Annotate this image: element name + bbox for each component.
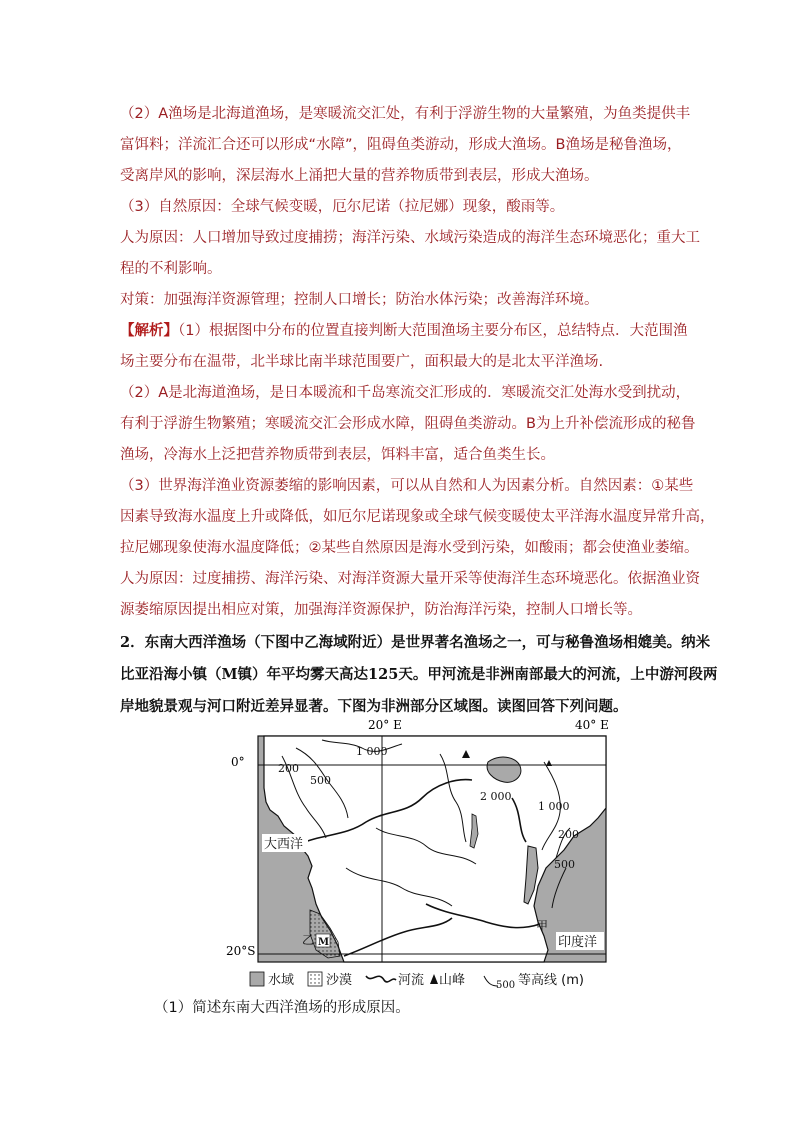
analysis-block (120, 316, 715, 626)
answer-line: 受离岸风的影响，深层海水上涌把大量的营养物质带到表层，形成大渔场。 (120, 168, 599, 184)
legend-desert: 沙漠 (326, 973, 353, 988)
contour-label-200: 200 (278, 762, 299, 775)
answer-block (120, 99, 700, 316)
lat-20s-label: 20°S (226, 944, 256, 958)
analysis-line: 有利于浮游生物繁殖；寒暖流交汇会形成水障，阻碍鱼类游动。B为上升补偿流形成的秘鲁 (120, 416, 696, 432)
legend-water-swatch (250, 972, 264, 986)
lon-40e-label: 40° E (575, 718, 609, 732)
legend-peak-icon (430, 974, 438, 984)
contour-label-1000: 1 000 (356, 745, 388, 758)
contour-label-200-east: 200 (558, 828, 579, 841)
africa-region-map (226, 718, 626, 993)
atlantic-label: 大西洋 (264, 837, 304, 852)
question-line: 2．东南大西洋渔场（下图中乙海域附近）是世界著名渔场之一，可与秘鲁渔场相媲美。纳米 (120, 634, 711, 651)
analysis-line: 场主要分布在温带，北半球比南半球范围要广，面积最大的是北太平洋渔场. (120, 354, 604, 370)
legend-contour-value: 500 (496, 980, 516, 991)
analysis-line: 因素导致海水温度上升或降低，如厄尔尼诺现象或全球气候变暖使太平洋海水温度异常升高， (120, 509, 715, 525)
legend-water: 水域 (268, 973, 295, 988)
analysis-tag: 【解析】 (120, 323, 178, 339)
contour-label-500: 500 (310, 774, 331, 787)
contour-label-500-east: 500 (554, 858, 575, 871)
lat-0-label: 0° (231, 755, 245, 769)
answer-line: 程的不利影响。 (120, 261, 222, 277)
m-town-label: M (318, 937, 330, 948)
analysis-line: （3）世界海洋渔业资源萎缩的影响因素，可以从自然和人为因素分析。自然因素：①某些 (120, 478, 694, 494)
analysis-first-line (120, 316, 688, 347)
contour-label-2000: 2 000 (480, 790, 512, 803)
legend-contour: 等高线 (m) (518, 973, 584, 988)
analysis-first-text: （1）根据图中分布的位置直接判断大范围渔场主要分布区，总结特点．大范围渔 (178, 323, 688, 339)
sub-question-1: （1）简述东南大西洋渔场的形成原因。 (154, 1000, 410, 1016)
analysis-line: 人为原因：过度捕捞、海洋污染、对海洋资源大量开采等使海洋生态环境恶化。依据渔业资 (120, 571, 700, 587)
question-line: 比亚沿海小镇（M镇）年平均雾天高达125天。甲河流是非洲南部最大的河流，上中游河段两 (120, 666, 718, 683)
yi-label: 乙 (302, 933, 315, 947)
answer-line: 富饵料；洋流汇合还可以形成“水障”，阻碍鱼类游动，形成大渔场。B渔场是秘鲁渔场， (120, 137, 682, 153)
indian-ocean-label: 印度洋 (558, 935, 598, 950)
legend-river-icon (366, 976, 396, 982)
legend-desert-swatch (308, 972, 322, 986)
answer-line: 人为原因：人口增加导致过度捕捞；海洋污染、水域污染造成的海洋生态环境恶化；重大工 (120, 230, 700, 246)
legend-river: 河流 (398, 973, 425, 988)
jia-label: 甲 (536, 919, 549, 933)
answer-line: 对策：加强海洋资源管理；控制人口增长；防治水体污染；改善海洋环境。 (120, 292, 599, 308)
question-2-stem (120, 627, 718, 723)
analysis-line: （2）A是北海道渔场，是日本暖流和千岛寒流交汇形成的．寒暖流交汇处海水受到扰动， (120, 385, 691, 401)
lon-20e-label: 20° E (368, 718, 402, 732)
analysis-line: 拉尼娜现象使海水温度降低；②某些自然原因是海水受到污染，如酸雨；都会使渔业萎缩。 (120, 540, 699, 556)
question-line: 岸地貌景观与河口附近差异显著。下图为非洲部分区域图。读图回答下列问题。 (120, 698, 628, 715)
analysis-line: 源萎缩原因提出相应对策，加强海洋资源保护，防治海洋污染，控制人口增长等。 (120, 602, 642, 618)
contour-label-1000-east: 1 000 (538, 800, 570, 813)
answer-line: （3）自然原因：全球气候变暖，厄尔尼诺（拉尼娜）现象，酸雨等。 (120, 199, 565, 215)
analysis-line: 渔场，冷海水上泛把营养物质带到表层，饵料丰富，适合鱼类生长。 (120, 447, 555, 463)
answer-line: （2）A渔场是北海道渔场，是寒暖流交汇处，有利于浮游生物的大量繁殖，为鱼类提供丰 (120, 106, 691, 122)
legend-peak: 山峰 (439, 973, 466, 988)
